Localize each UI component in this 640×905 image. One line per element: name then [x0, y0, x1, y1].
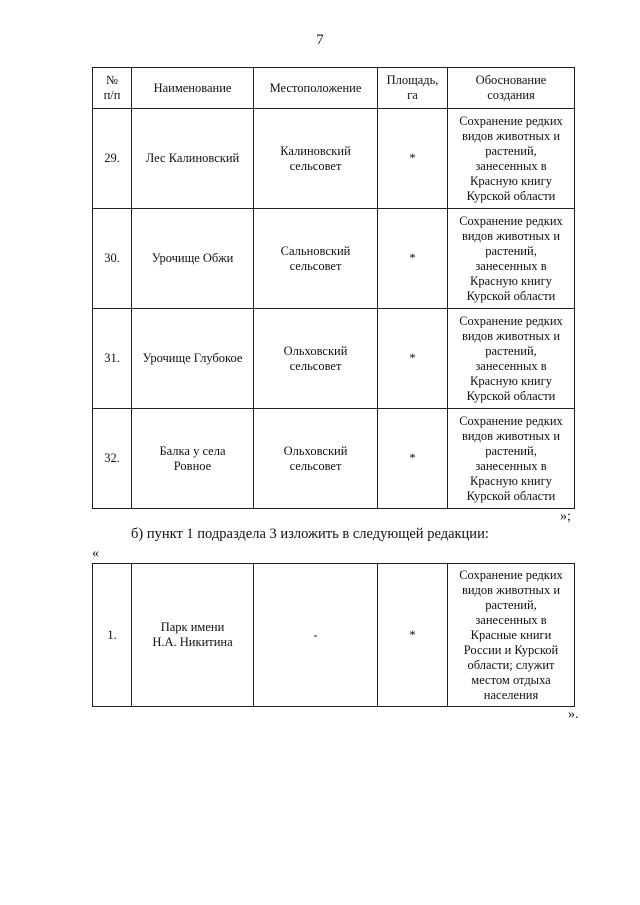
cell-reason-line: Сохранение редких: [459, 113, 563, 128]
cell-area: *: [378, 409, 448, 509]
cell-name-line: Урочище Обжи: [151, 251, 234, 265]
cell-reason-line: Красную книгу: [470, 173, 552, 188]
main-table: [92, 67, 575, 509]
header-number-line: п/п: [103, 88, 121, 102]
cell-name-line: Парк имени: [160, 620, 225, 634]
cell-number: 29.: [93, 109, 132, 209]
header-area: [378, 68, 448, 109]
cell-location: [254, 209, 378, 309]
cell-reason-line: Сохранение редких: [459, 567, 563, 582]
cell-name: [132, 564, 254, 707]
cell-location-line: Сальновский: [280, 243, 351, 258]
cell-number: 30.: [93, 209, 132, 309]
header-area-line: га: [407, 88, 418, 102]
cell-reason-line: Сохранение редких: [459, 413, 563, 428]
closing-quote-final: ».: [568, 707, 579, 722]
cell-reason: [448, 109, 575, 209]
cell-name: [132, 209, 254, 309]
cell-area: *: [378, 209, 448, 309]
opening-quote: «: [92, 546, 99, 561]
cell-reason-line: Красные книги: [470, 627, 552, 642]
cell-number: 31.: [93, 309, 132, 409]
cell-location: [254, 409, 378, 509]
cell-location: [254, 109, 378, 209]
cell-number: 1.: [93, 564, 132, 707]
cell-name-line: Ровное: [173, 458, 212, 473]
cell-location-line: Калиновский: [280, 143, 351, 158]
cell-location-line: сельсовет: [289, 358, 342, 373]
cell-reason-line: местом отдыха: [471, 672, 551, 687]
cell-name-line: Лес Калиновский: [145, 151, 240, 165]
table-header-row: [93, 68, 575, 109]
cell-name-line: Балка у села: [159, 443, 226, 458]
cell-reason-line: занесенных в: [475, 158, 547, 173]
header-reason: [448, 68, 575, 109]
cell-reason-line: Красную книгу: [470, 273, 552, 288]
cell-location-line: сельсовет: [289, 158, 342, 173]
header-location: [254, 68, 378, 109]
cell-reason-line: растений,: [485, 597, 537, 612]
cell-location-line: -: [313, 627, 318, 642]
cell-reason-line: видов животных и: [461, 582, 561, 597]
cell-location-line: Ольховский: [283, 443, 348, 458]
cell-reason-line: Красную книгу: [470, 473, 552, 488]
cell-reason-line: Курской области: [466, 488, 556, 503]
cell-reason-line: Сохранение редких: [459, 313, 563, 328]
cell-reason: [448, 309, 575, 409]
cell-area: *: [378, 564, 448, 707]
cell-name: [132, 309, 254, 409]
header-number: [93, 68, 132, 109]
cell-reason-line: видов животных и: [461, 428, 561, 443]
table-row: [93, 409, 575, 509]
cell-reason-line: Курской области: [466, 188, 556, 203]
header-name: [132, 68, 254, 109]
cell-location: [254, 564, 378, 707]
header-reason-line: создания: [487, 88, 535, 102]
table-row: [93, 564, 575, 707]
header-reason-line: Обоснование: [475, 73, 547, 87]
cell-location-line: Ольховский: [283, 343, 348, 358]
cell-reason-line: видов животных и: [461, 328, 561, 343]
cell-reason-line: занесенных в: [475, 358, 547, 373]
cell-area: *: [378, 309, 448, 409]
cell-reason-line: Сохранение редких: [459, 213, 563, 228]
table-row: [93, 309, 575, 409]
header-number-line: №: [106, 73, 118, 87]
cell-reason: [448, 209, 575, 309]
cell-reason-line: растений,: [485, 343, 537, 358]
second-table: [92, 563, 575, 707]
cell-reason-line: населения: [483, 687, 539, 702]
cell-reason-line: Красную книгу: [470, 373, 552, 388]
cell-reason-line: видов животных и: [461, 228, 561, 243]
cell-reason-line: России и Курской: [463, 642, 559, 657]
header-name-line: Наименование: [153, 80, 232, 95]
cell-name: [132, 109, 254, 209]
cell-reason-line: растений,: [485, 143, 537, 158]
table-row: [93, 209, 575, 309]
cell-number: 32.: [93, 409, 132, 509]
cell-reason-line: занесенных в: [475, 458, 547, 473]
cell-location-line: сельсовет: [289, 458, 342, 473]
header-location-line: Местоположение: [269, 80, 362, 95]
cell-reason-line: занесенных в: [475, 612, 547, 627]
cell-reason-line: растений,: [485, 243, 537, 258]
cell-reason-line: Курской области: [466, 388, 556, 403]
cell-reason: [448, 409, 575, 509]
closing-quote: »;: [560, 509, 571, 524]
cell-location: [254, 309, 378, 409]
cell-reason-line: Курской области: [466, 288, 556, 303]
table-row: [93, 109, 575, 209]
cell-name-line: Н.А. Никитина: [152, 635, 233, 649]
cell-location-line: сельсовет: [289, 258, 342, 273]
cell-reason-line: растений,: [485, 443, 537, 458]
header-area-line: Площадь,: [386, 73, 439, 87]
cell-reason-line: видов животных и: [461, 128, 561, 143]
instruction-text: б) пункт 1 подраздела 3 изложить в следующей редакции:: [131, 526, 489, 542]
cell-reason: [448, 564, 575, 707]
cell-reason-line: занесенных в: [475, 258, 547, 273]
cell-reason-line: области; служит: [467, 657, 555, 672]
cell-area: *: [378, 109, 448, 209]
cell-name-line: Урочище Глубокое: [142, 351, 243, 365]
page-number: 7: [316, 32, 324, 48]
cell-name: [132, 409, 254, 509]
